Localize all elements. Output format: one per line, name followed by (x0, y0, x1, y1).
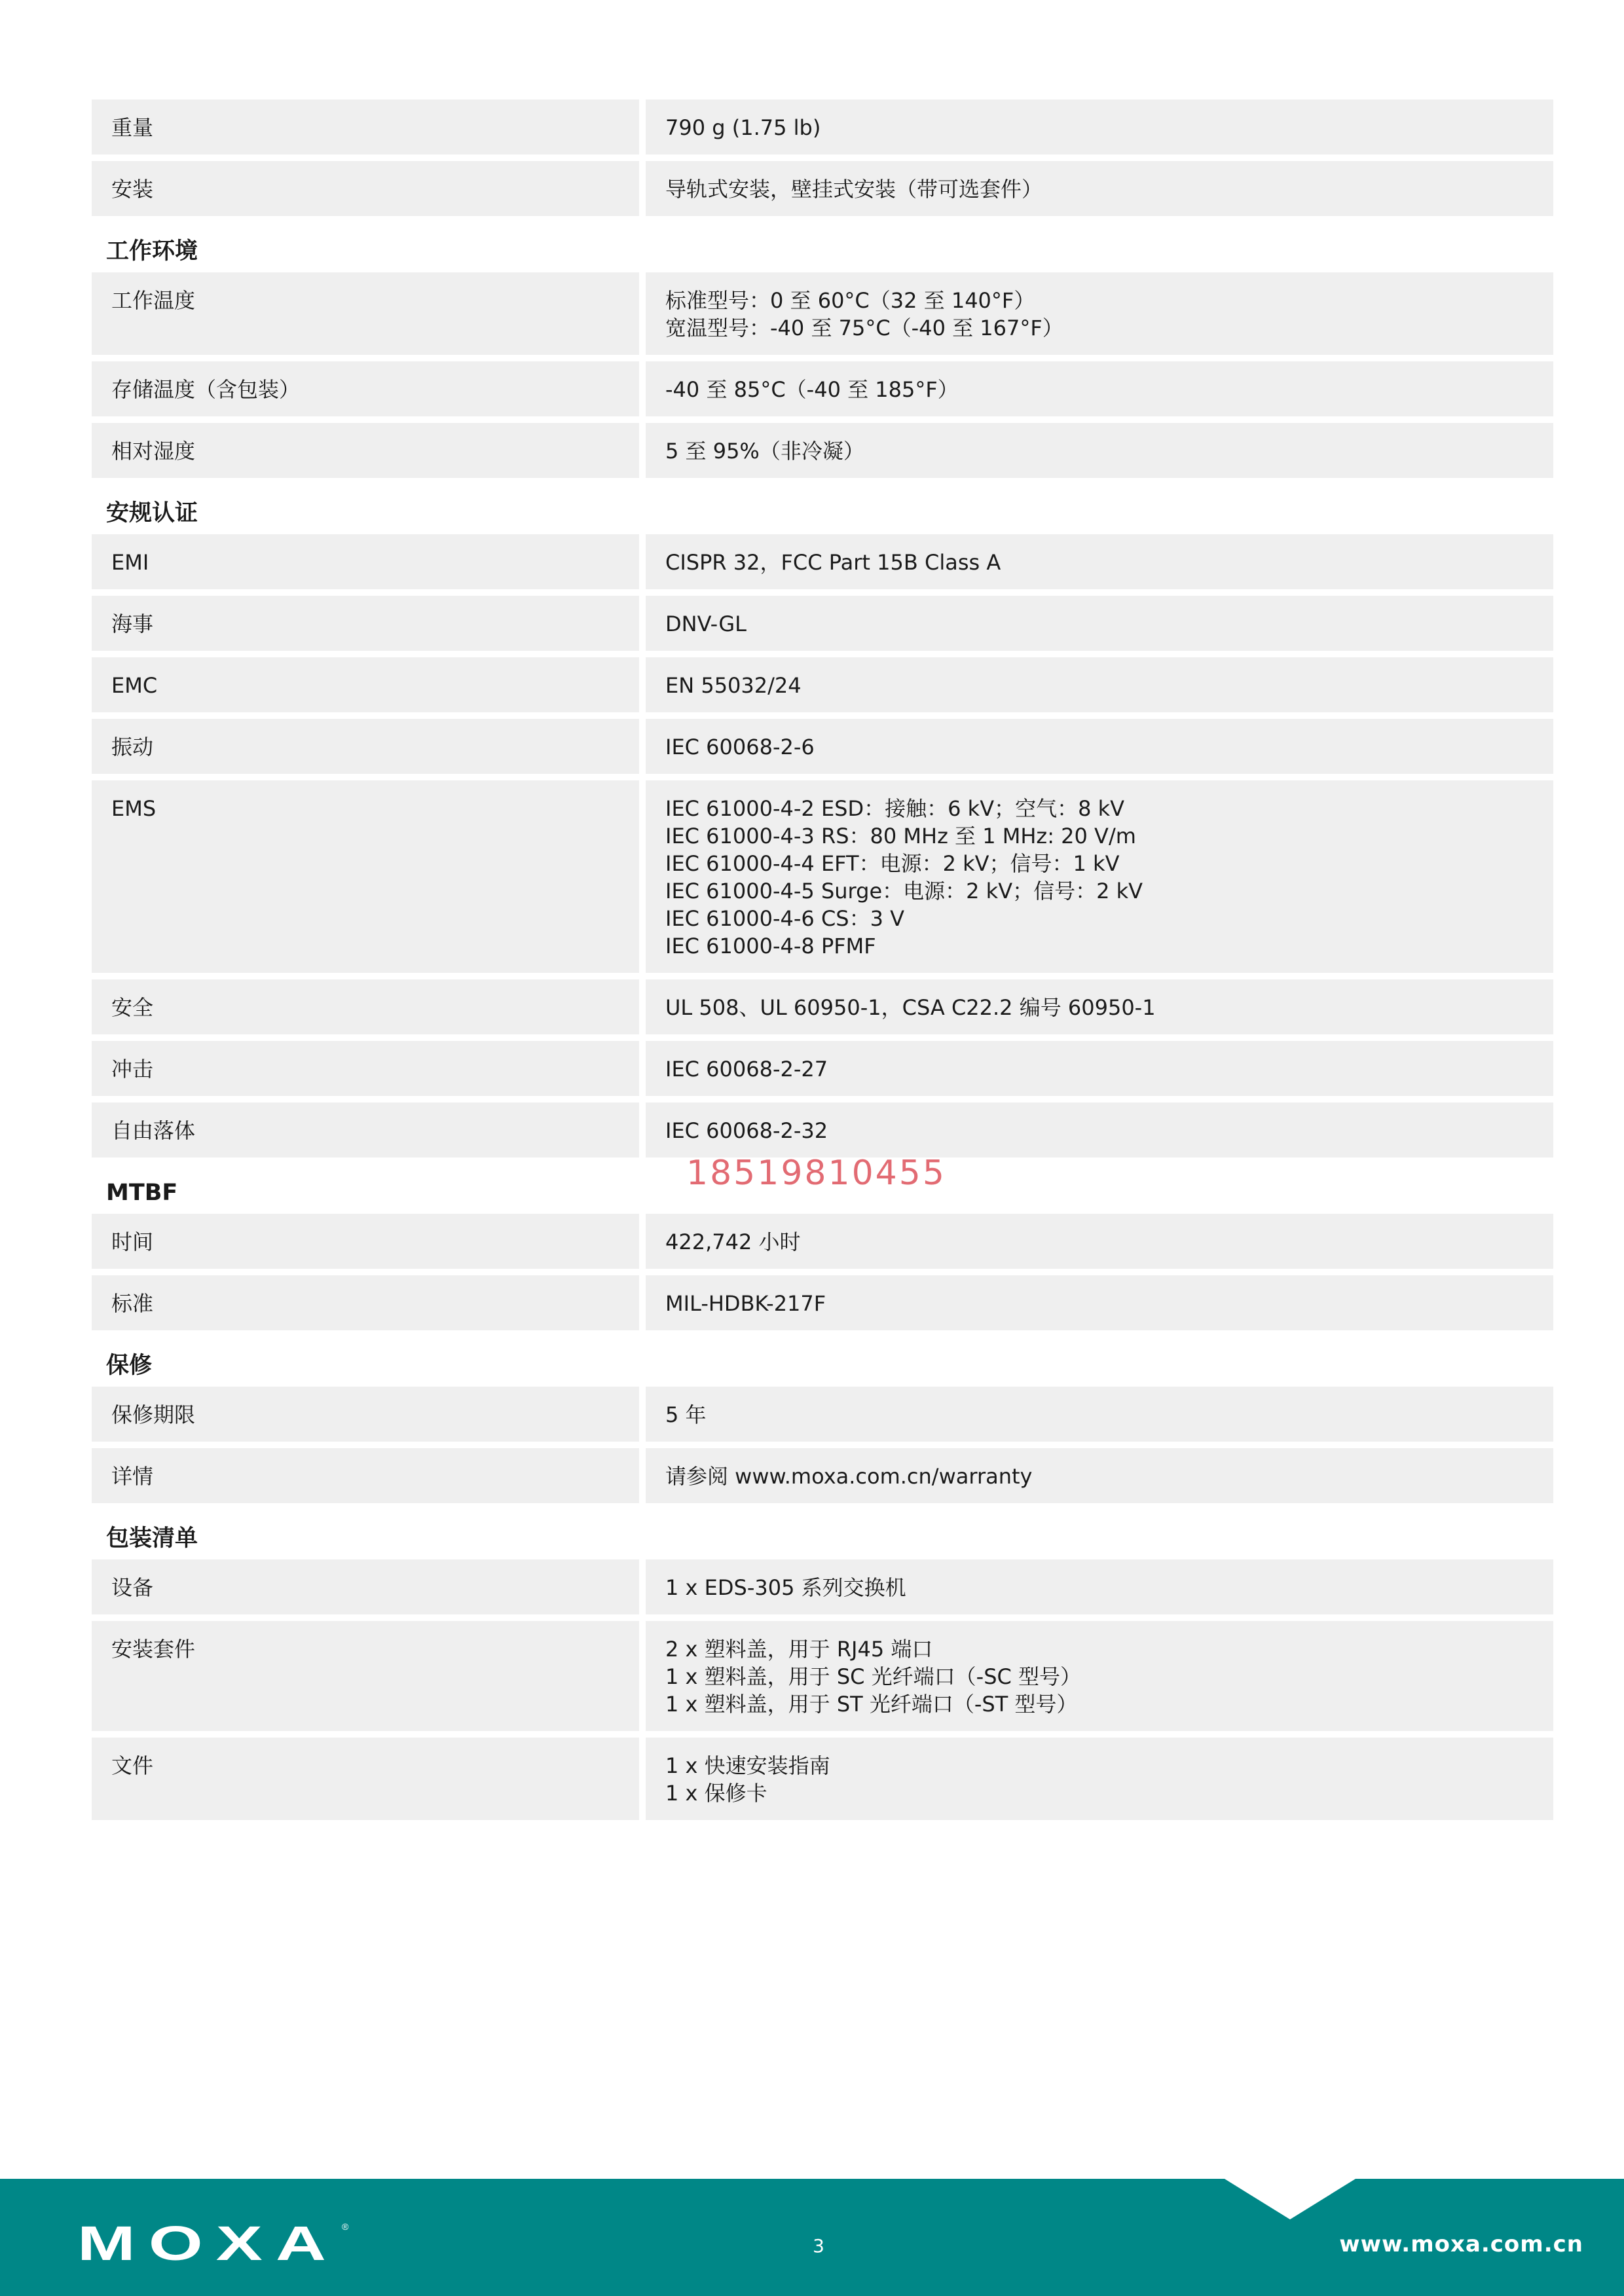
spec-value (646, 1041, 1553, 1096)
spec-value (646, 1387, 1553, 1442)
section-title: 安规认证 (106, 500, 198, 526)
moxa-logo-text: MOXA (77, 2219, 339, 2265)
spec-value-line: 1 x 保修卡 (665, 1781, 767, 1806)
spec-value-line: 2 x 塑料盖，用于 RJ45 端口 (665, 1637, 933, 1662)
spec-value (646, 596, 1553, 651)
spec-label: 自由落体 (92, 1102, 639, 1157)
spec-value (646, 1738, 1553, 1820)
spec-label: EMS (92, 780, 639, 973)
spec-value-line: EN 55032/24 (665, 673, 802, 698)
spec-label: 时间 (92, 1214, 639, 1269)
spec-value-line: 1 x EDS-305 系列交换机 (665, 1575, 906, 1600)
spec-row (92, 534, 1553, 589)
section-title: 包装清单 (106, 1525, 198, 1552)
spec-value (646, 1621, 1553, 1731)
spec-label: 海事 (92, 596, 639, 651)
spec-row (92, 1275, 1553, 1330)
spec-row (92, 1621, 1553, 1731)
spec-value (646, 780, 1553, 973)
spec-value (646, 1275, 1553, 1330)
page-footer (0, 2179, 1624, 2296)
spec-value-line: IEC 60068-2-27 (665, 1057, 828, 1082)
spec-value (646, 161, 1553, 216)
spec-value-line: 1 x 塑料盖，用于 SC 光纤端口（-SC 型号） (665, 1664, 1082, 1689)
spec-value-line: 5 至 95%（非冷凝） (665, 439, 864, 464)
spec-value (646, 534, 1553, 589)
spec-value-line: -40 至 85°C（-40 至 185°F） (665, 377, 959, 402)
spec-row (92, 1102, 1553, 1157)
spec-value-line: 请参阅 www.moxa.com.cn/warranty (665, 1464, 1033, 1489)
spec-label: 安装 (92, 161, 639, 216)
spec-label: 安装套件 (92, 1621, 639, 1731)
spec-label: 安全 (92, 979, 639, 1034)
spec-value-line: 1 x 快速安装指南 (665, 1753, 830, 1778)
spec-label: 重量 (92, 100, 639, 155)
watermark-phone-number: 18519810455 (686, 1154, 946, 1193)
spec-value-line: 1 x 塑料盖，用于 ST 光纤端口（-ST 型号） (665, 1692, 1078, 1717)
spec-row (92, 423, 1553, 478)
spec-value-line: CISPR 32，FCC Part 15B Class A (665, 550, 1001, 575)
spec-value-line: IEC 60068-2-32 (665, 1118, 828, 1143)
spec-row (92, 1448, 1553, 1503)
spec-value (646, 100, 1553, 155)
spec-label: 文件 (92, 1738, 639, 1820)
spec-value-line: IEC 61000-4-5 Surge：电源：2 kV；信号：2 kV (665, 879, 1143, 903)
spec-value-line: IEC 61000-4-4 EFT：电源：2 kV；信号：1 kV (665, 851, 1120, 876)
spec-row (92, 361, 1553, 416)
spec-value (646, 1559, 1553, 1614)
spec-label: EMI (92, 534, 639, 589)
spec-value (646, 979, 1553, 1034)
spec-row (92, 1387, 1553, 1442)
spec-value-line: IEC 60068-2-6 (665, 735, 815, 759)
spec-row (92, 1041, 1553, 1096)
spec-value-line: DNV-GL (665, 611, 747, 636)
spec-label: 标准 (92, 1275, 639, 1330)
spec-label: 设备 (92, 1559, 639, 1614)
spec-value (646, 1448, 1553, 1503)
spec-row (92, 1559, 1553, 1614)
spec-row (92, 719, 1553, 774)
spec-label: EMC (92, 657, 639, 712)
spec-row (92, 657, 1553, 712)
spec-value-line: IEC 61000-4-6 CS：3 V (665, 906, 905, 931)
spec-row (92, 979, 1553, 1034)
section-title: MTBF (106, 1180, 178, 1206)
spec-value (646, 361, 1553, 416)
spec-row (92, 272, 1553, 355)
spec-label: 冲击 (92, 1041, 639, 1096)
spec-value-line: 标准型号：0 至 60°C（32 至 140°F） (665, 288, 1035, 313)
spec-label: 保修期限 (92, 1387, 639, 1442)
spec-value-line: UL 508、UL 60950-1，CSA C22.2 编号 60950-1 (665, 995, 1156, 1020)
registered-mark: ® (342, 2221, 349, 2232)
spec-value-line: 导轨式安装，壁挂式安装（带可选套件） (665, 177, 1043, 202)
spec-row (92, 1738, 1553, 1820)
spec-value-line: IEC 61000-4-3 RS：80 MHz 至 1 MHz: 20 V/m (665, 824, 1136, 848)
spec-value (646, 1102, 1553, 1157)
spec-value-line: IEC 61000-4-8 PFMF (665, 934, 876, 958)
spec-value-line: IEC 61000-4-2 ESD：接触：6 kV；空气：8 kV (665, 796, 1125, 821)
page-number: 3 (813, 2235, 824, 2257)
spec-label: 详情 (92, 1448, 639, 1503)
spec-label: 相对湿度 (92, 423, 639, 478)
spec-label: 工作温度 (92, 272, 639, 355)
footer-notch (1225, 2179, 1356, 2219)
spec-value (646, 272, 1553, 355)
spec-value-line: MIL-HDBK-217F (665, 1291, 826, 1316)
spec-row (92, 780, 1553, 973)
footer-url[interactable]: www.moxa.com.cn (1339, 2231, 1583, 2257)
spec-label: 振动 (92, 719, 639, 774)
spec-value (646, 1214, 1553, 1269)
spec-row (92, 596, 1553, 651)
section-title: 保修 (106, 1353, 153, 1379)
spec-value (646, 657, 1553, 712)
spec-value-line: 422,742 小时 (665, 1230, 801, 1254)
spec-value (646, 423, 1553, 478)
section-title: 工作环境 (106, 238, 198, 264)
spec-value-line: 5 年 (665, 1402, 707, 1427)
spec-value-line: 790 g (1.75 lb) (665, 115, 821, 140)
spec-label: 存储温度（含包装） (92, 361, 639, 416)
spec-value (646, 719, 1553, 774)
spec-table (92, 100, 1553, 1827)
spec-row (92, 1214, 1553, 1269)
moxa-logo (77, 2219, 352, 2265)
spec-row (92, 100, 1553, 155)
spec-row (92, 161, 1553, 216)
spec-value-line: 宽温型号：-40 至 75°C（-40 至 167°F） (665, 316, 1063, 340)
